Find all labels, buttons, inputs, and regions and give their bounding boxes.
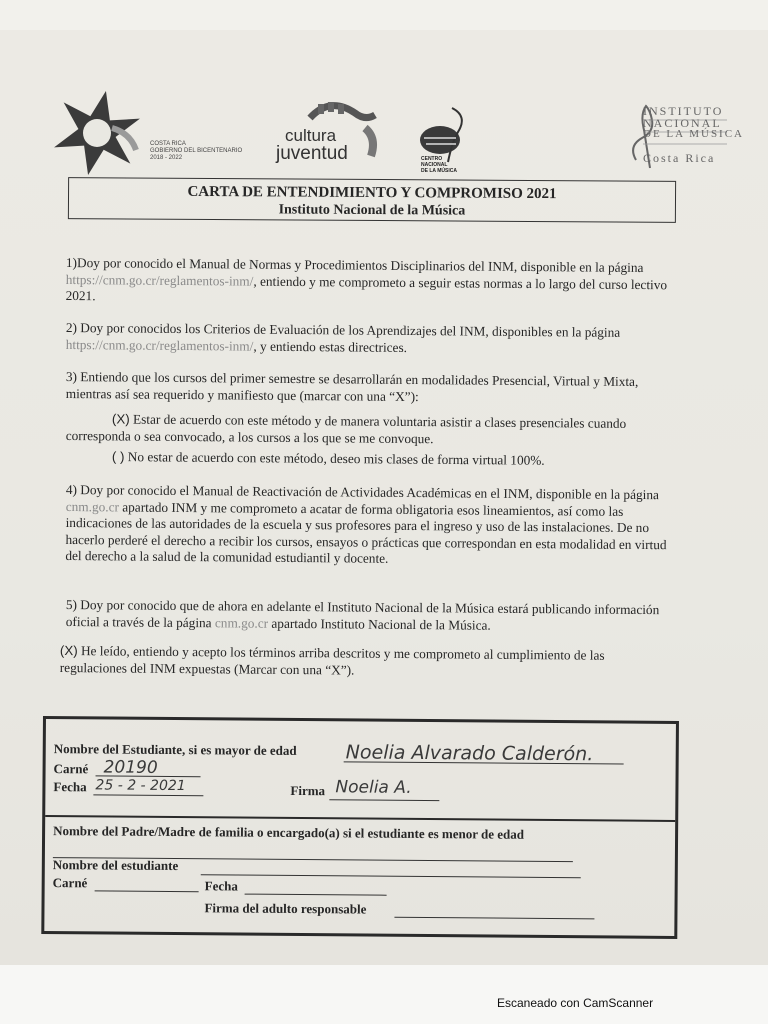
signature-field[interactable]: Noelia A. xyxy=(335,777,412,798)
inm-logo-line: INSTITUTO xyxy=(643,104,724,118)
cnm-line: CENTRO xyxy=(421,156,443,162)
costa-rica-star-logo xyxy=(52,88,142,178)
signature-form xyxy=(41,716,679,939)
clause-text: 4) Doy por conocido el Manual de Reactivación de Actividades Académicas en el INM, disponible en la página xyxy=(65,482,659,503)
cnm-link[interactable]: cnm.go.cr xyxy=(214,614,269,631)
clause-4 xyxy=(65,482,676,570)
fecha2-line[interactable] xyxy=(245,894,387,896)
acceptance-text: He leído, entiendo y acepto los términos arriba descritos y me comprometo al cumplimiento de las regulaciones del INM expuestas (Marcar con una “X”). xyxy=(59,643,605,678)
firma-line xyxy=(329,799,439,801)
cultura-text: cultura xyxy=(285,126,337,145)
clause-text: 2) Doy por conocidos los Criterios de Evaluación de los Aprendizajes del INM, disponibles en la página xyxy=(65,320,621,340)
clause-text: apartado INM y me comprometo a acatar de forma obligatoria esos lineamientos, así como las indicaciones de las autoridades de la escuela y sus profesores para el ingreso y uso de las instalaciones. De no hacerlo perderé el derecho a recibir los cursos, ensayos o prácticas que correspondan en esta modalidad en virtud del derecho a la salud de la comunidad estudiantil y docente. xyxy=(65,498,667,566)
fecha-line xyxy=(93,794,203,796)
option-presencial xyxy=(66,411,676,449)
clause-1 xyxy=(66,255,676,310)
inm-logo-line: Costa Rica xyxy=(643,151,716,165)
student-name-label: Nombre del Estudiante, si es mayor de edad xyxy=(53,741,297,758)
fecha2-label: Fecha xyxy=(204,878,238,894)
inm-logo-line: NACIONAL xyxy=(643,116,722,130)
clause-text: , y entiendo estas directrices. xyxy=(253,338,408,355)
form-divider xyxy=(45,815,675,822)
firma-label: Firma xyxy=(290,782,326,799)
carne2-label: Carné xyxy=(52,875,88,891)
juventud-text: juventud xyxy=(276,143,348,164)
fecha-label: Fecha xyxy=(53,779,87,795)
student2-name-line[interactable] xyxy=(201,874,581,878)
camscanner-watermark: Escaneado con CamScanner xyxy=(497,996,654,1010)
document-subtitle: Instituto Nacional de la Música xyxy=(278,202,466,219)
cnm-link[interactable]: cnm.go.cr xyxy=(65,498,120,514)
option-text: Estar de acuerdo con este método y de manera voluntaria asistir a clases presenciales cuando corresponda o sea convocado, a los cursos a los que se me convoque. xyxy=(65,411,627,446)
cr-line: 2018 - 2022 xyxy=(150,155,183,161)
cnm-line: NACIONAL xyxy=(421,162,448,168)
costa-rica-logo-text xyxy=(150,141,242,162)
clause-text: , entiendo y me comprometo a seguir estas normas a lo largo del curso lectivo 2021. xyxy=(65,273,668,304)
carne-field[interactable]: 20190 xyxy=(103,757,158,778)
reglamentos-link[interactable]: https://cnm.go.cr/reglamentos-inm/ xyxy=(65,271,254,289)
clause-3: 3) Entiendo que los cursos del primer semestre se desarrollarán en modalidades Presencial, Virtual y Mixta, mientras así sea requerido y manifiesto que (marcar con una “X”): xyxy=(65,369,639,404)
document-title: CARTA DE ENTENDIMIENTO Y COMPROMISO 2021 xyxy=(187,183,557,203)
accept-checkbox-checked[interactable]: (X) xyxy=(59,643,78,659)
option-text: No estar de acuerdo con este método, deseo mis clases de forma virtual 100%. xyxy=(127,449,545,468)
student2-name-label: Nombre del estudiante xyxy=(52,857,179,874)
clause-2 xyxy=(66,320,676,358)
acceptance-statement xyxy=(60,643,674,681)
cr-line: GOBIERNO DEL BICENTENARIO xyxy=(150,148,243,154)
guardian-heading: Nombre del Padre/Madre de familia o encargado(a) si el estudiante es menor de edad xyxy=(53,823,525,842)
page-margin xyxy=(0,965,768,1024)
option-checkbox-checked[interactable]: (X) xyxy=(111,411,130,427)
reglamentos-link[interactable]: https://cnm.go.cr/reglamentos-inm/ xyxy=(65,336,254,354)
clause-text: 5) Doy por conocido que de ahora en adelante el Instituto Nacional de la Música estará publicando información oficial a través de la página xyxy=(65,597,660,630)
inm-logo-line: DE LA MÚSICA xyxy=(643,128,745,140)
carne2-line[interactable] xyxy=(95,890,199,892)
clause-text: 1)Doy por conocido el Manual de Normas y Procedimientos Disciplinarios del INM, disponible en la página xyxy=(65,255,644,276)
carne-label: Carné xyxy=(53,761,89,777)
firma2-line[interactable] xyxy=(394,917,594,920)
student-name-field[interactable]: Noelia Alvarado Calderón. xyxy=(345,741,594,766)
cnm-logo-text xyxy=(421,156,471,174)
cnm-line: DE LA MÚSICA xyxy=(421,168,457,174)
clause-5 xyxy=(66,597,676,635)
option-checkbox[interactable]: ( ) xyxy=(111,449,125,465)
firma2-label: Firma del adulto responsable xyxy=(204,900,367,917)
fecha-field[interactable]: 25 - 2 - 2021 xyxy=(95,777,186,795)
cr-line: COSTA RICA xyxy=(150,141,186,147)
clause-text: apartado Instituto Nacional de la Música. xyxy=(268,615,491,633)
title-box xyxy=(68,177,676,223)
